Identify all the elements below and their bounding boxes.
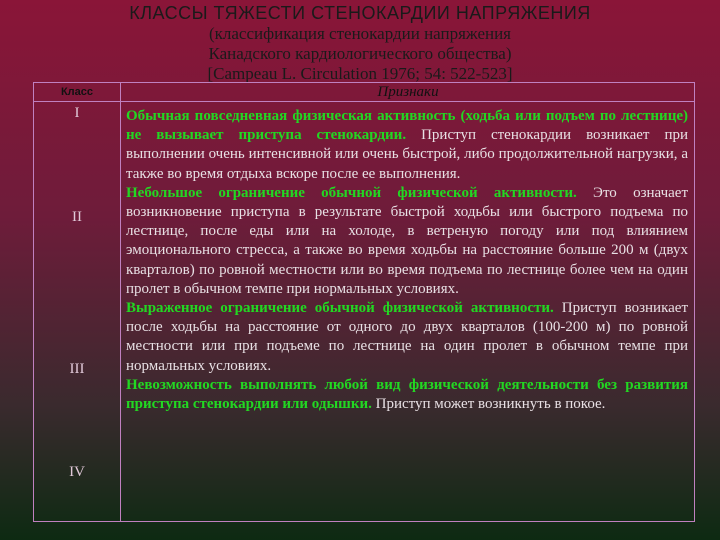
row-description [126, 107, 688, 184]
class-label: III [69, 361, 85, 377]
row-bold-text: Небольшое ограничение обычной физической активности. [126, 184, 577, 201]
row-bold-text: Невозможность выполнять любой вид физической деятельности без развития приступа стенокардии или одышки. [126, 376, 688, 413]
class-label: IV [69, 464, 85, 480]
header-divider [34, 101, 694, 102]
class-label: I [74, 105, 80, 121]
class-label: II [72, 209, 82, 225]
row-text: Это означает возникновение приступа в результате быстрой ходьбы или быстрого подъема по лестнице, после еды или на холоде, в ветреную погоду или под влиянием эмоционального стресса, а также во время ходьбы на расстояние больше 200 м (двух кварталов) по ровной местности или во время подъема по лестнице более чем на один пролет в обычном темпе при нормальных условиях. [126, 184, 689, 297]
row-text: Приступ может возникнуть в покое. [375, 396, 606, 413]
row-text: Приступ стенокардии возникает при выполнении очень интенсивной или очень быстрой, либо продолжительной нагрузки, а также во время отдыха вскоре после ее выполнения. [126, 127, 689, 182]
row-bold-text: Выраженное ограничение обычной физической активности. [126, 300, 554, 317]
angina-class-table [33, 82, 695, 522]
row-description [126, 376, 688, 414]
row-description [126, 184, 688, 299]
row-bold-text: Обычная повседневная физическая активность (ходьба или подъем по лестнице) не вызывает приступа стенокардии. [126, 108, 688, 144]
column-header-class: Класс [60, 86, 94, 98]
row-text: Приступ возникает после ходьбы на расстояние от одного до двух кварталов (100-200 м) по ровной местности или при подъеме по лестнице на один пролет в обычном темпе при нормальных условиях. [126, 300, 689, 374]
slide-title: КЛАССЫ ТЯЖЕСТИ СТЕНОКАРДИИ НАПРЯЖЕНИЯ [129, 3, 591, 23]
subtitle-line: (классификация стенокардии напряжения [208, 24, 511, 43]
column-header-signs: Признаки [377, 83, 439, 100]
slide-header [0, 2, 720, 84]
subtitle-line: Канадского кардиологического общества) [208, 44, 512, 63]
row-description [126, 299, 688, 376]
signs-text [126, 107, 688, 414]
citation: [Campeau L. Circulation 1976; 54: 522-523] [207, 64, 513, 83]
column-divider [120, 83, 121, 521]
